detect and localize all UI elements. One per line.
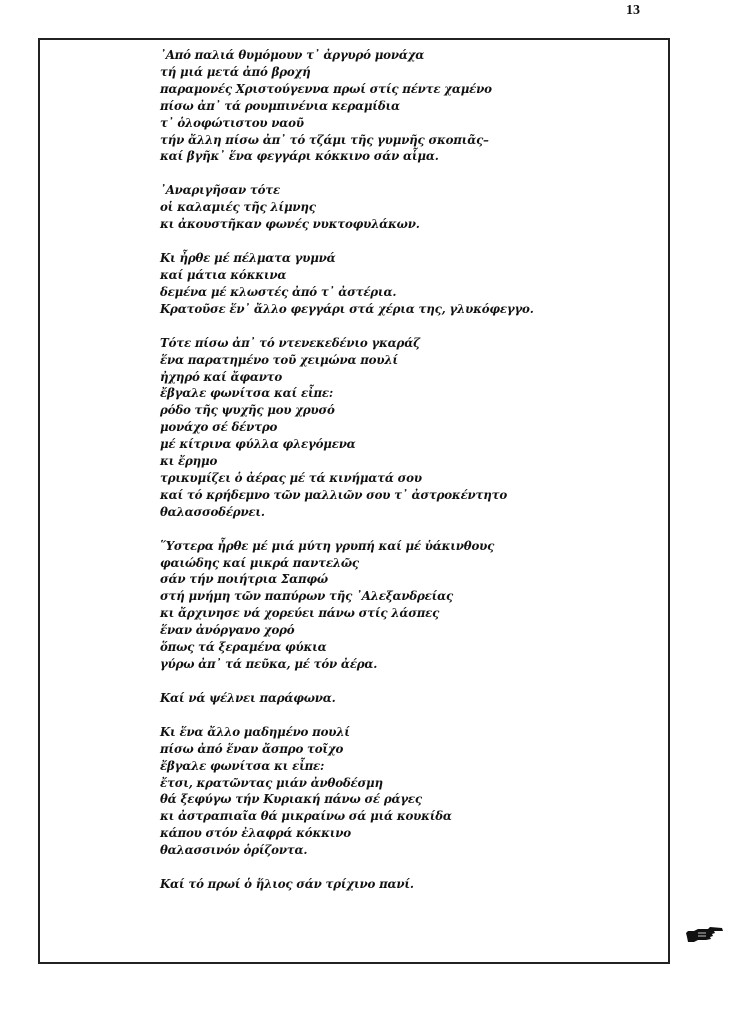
poem-line: κάπου στόν ἐλαφρά κόκκινο bbox=[160, 826, 351, 841]
poem-line: Κρατοῦσε ἕν᾿ ἄλλο φεγγάρι στά χέρια της, γλυκόφεγγο. bbox=[160, 301, 534, 316]
poem-line: μονάχο σέ δέντρο bbox=[160, 420, 278, 435]
poem-line: Κι ἕνα ἄλλο μαδημένο πουλί bbox=[160, 724, 350, 739]
poem-line: ἕναν ἀνόργανο χορό bbox=[160, 623, 295, 638]
poem-line: θά ξεφύγω τήν Κυριακή πάνω σέ ράγες bbox=[160, 792, 422, 807]
poem-line: Καί τό πρωί ὁ ἥλιος σάν τρίχινο πανί. bbox=[160, 877, 414, 892]
poem-line: Κι ἦρθε μέ πέλματα γυμνά bbox=[160, 251, 336, 266]
poem-line: καί τό κρήδεμνο τῶν μαλλιῶν σου τ᾿ ἀστροκέντητο bbox=[160, 487, 508, 502]
stanza bbox=[160, 335, 640, 521]
poem-line: κι ἄρχινησε νά χορεύει πάνω στίς λάσπες bbox=[160, 606, 440, 621]
poem-line: ὅπως τά ξεραμένα φύκια bbox=[160, 640, 327, 655]
poem-line: παραμονές Χριστούγεννα πρωί στίς πέντε χαμένο bbox=[160, 81, 492, 96]
poem-line: κι ἔρημο bbox=[160, 454, 218, 469]
poem-line: μέ κίτρινα φύλλα φλεγόμενα bbox=[160, 437, 356, 452]
poem-line: τήν ἄλλη πίσω ἀπ᾿ τό τζάμι τῆς γυμνῆς σκοπιᾶς– bbox=[160, 132, 489, 147]
stanza bbox=[160, 182, 640, 233]
poem-line: ῞Υστερα ἦρθε μέ μιά μύτη γρυπή καί μέ ὑάκινθους bbox=[160, 538, 495, 553]
poem-line: ἔτσι, κρατῶντας μιάν ἀνθοδέσμη bbox=[160, 775, 383, 790]
poem-line: φαιώδης καί μικρά παντελῶς bbox=[160, 555, 359, 570]
poem-line: ἔβγαλε φωνίτσα καί εἶπε: bbox=[160, 386, 334, 401]
pointing-hand-icon bbox=[684, 925, 724, 945]
poem-line: σάν τήν ποιήτρια Σαπφώ bbox=[160, 572, 328, 587]
poem-line: ἕνα παρατημένο τοῦ χειμώνα πουλί bbox=[160, 352, 398, 367]
poem-line: καί μάτια κόκκινα bbox=[160, 267, 287, 282]
poem-line: ἔβγαλε φωνίτσα κι εἶπε: bbox=[160, 758, 325, 773]
poem-line: στή μνήμη τῶν παπύρων τῆς ᾿Αλεξανδρείας bbox=[160, 589, 454, 604]
poem-line: πίσω ἀπό ἕναν ἄσπρο τοῖχο bbox=[160, 741, 344, 756]
page-number: 13 bbox=[626, 3, 640, 18]
poem-line: ἠχηρό καί ἄφαντο bbox=[160, 369, 283, 384]
poem-line: τή μιά μετά ἀπό βροχή bbox=[160, 64, 311, 79]
poem-line: ρόδο τῆς ψυχῆς μου χρυσό bbox=[160, 403, 335, 418]
poem-line: κι ἀκουστῆκαν φωνές νυκτοφυλάκων. bbox=[160, 217, 420, 232]
poem-line: γύρω ἀπ᾿ τά πεῦκα, μέ τόν ἀέρα. bbox=[160, 657, 378, 671]
poem-line: τ᾿ ὁλοφώτιστου ναοῦ bbox=[160, 115, 304, 130]
poem-line: Τότε πίσω ἀπ᾿ τό ντενεκεδένιο γκαράζ bbox=[160, 335, 420, 350]
poem-line: καί βγῆκ᾿ ἕνα φεγγάρι κόκκινο σάν αἷμα. bbox=[160, 149, 439, 164]
poem-body bbox=[160, 47, 640, 910]
poem-line: οἱ καλαμιές τῆς λίμνης bbox=[160, 200, 316, 215]
poem-line: τρικυμίζει ὁ ἀέρας μέ τά κινήματά σου bbox=[160, 470, 422, 485]
stanza bbox=[160, 538, 640, 673]
stanza bbox=[160, 876, 640, 893]
poem-line: θαλασσοδέρνει. bbox=[160, 504, 265, 519]
poem-line: δεμένα μέ κλωστές ἀπό τ᾿ ἀστέρια. bbox=[160, 284, 397, 299]
poem-line: κι ἀστραπιαῖα θά μικραίνω σά μιά κουκίδα bbox=[160, 809, 452, 824]
stanza bbox=[160, 724, 640, 859]
poem-line: ᾿Από παλιά θυμόμουν τ᾿ ἀργυρό μονάχα bbox=[160, 48, 425, 62]
stanza bbox=[160, 690, 640, 707]
poem-line: θαλασσινόν ὁρίζοντα. bbox=[160, 843, 308, 858]
stanza bbox=[160, 250, 640, 318]
poem-line: πίσω ἀπ᾿ τά ρουμπινένια κεραμίδια bbox=[160, 98, 400, 113]
poem-line: Καί νά ψέλνει παράφωνα. bbox=[160, 690, 336, 705]
poem-line: ᾿Αναριγῆσαν τότε bbox=[160, 183, 281, 198]
stanza bbox=[160, 47, 640, 165]
